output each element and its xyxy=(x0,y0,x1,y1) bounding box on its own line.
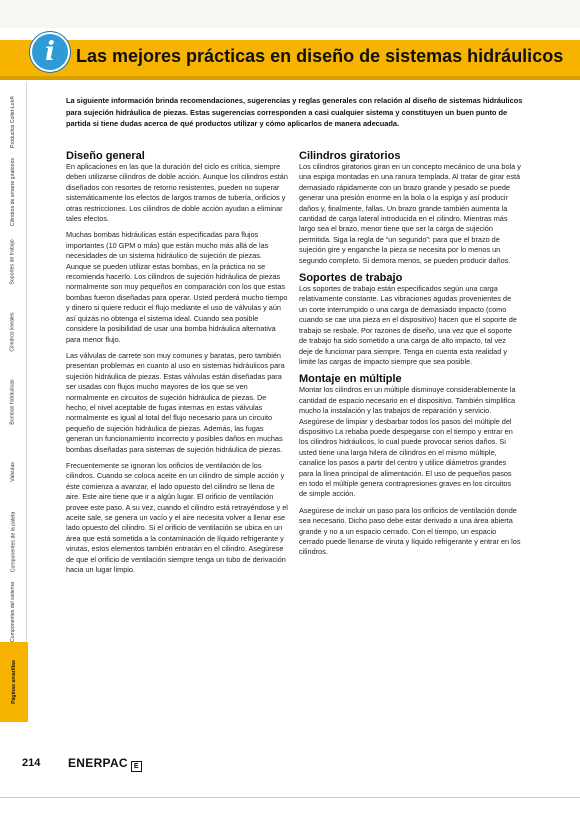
tab-label: Componentes de la paleta xyxy=(10,511,17,573)
section-heading-diseno-general: Diseño general xyxy=(66,150,145,162)
right-column xyxy=(299,150,521,564)
paragraph: Muchas bombas hidráulicas están especificadas para flujos importantes (10 GPM o más) que están mucho más allá de las necesidades de un sistema hidráulico de sujeción de piezas. Aunque se pueden utilizar estas bombas, en la práctica no se recomienda hacerlo. Los cilindros de sujeción hidráulica de piezas normalmente son muy pequeños en comparación con los que estas bombas fueron diseñadas para operar. Usted perderá mucho tiempo y dinero si quiere reducir el flujo mediante el uso de válvulas y aún así quizás no obtenga el sistema ideal. Cuando sea posible considere la posibilidad de usar una bomba hidráulica alternativa para menor flujo. xyxy=(66,230,288,344)
section-heading-montaje-en-multiple: Montaje en múltiple xyxy=(299,373,402,386)
footer-divider xyxy=(0,797,580,798)
brand-logo xyxy=(68,756,142,772)
tab-label: Cilindros lineales xyxy=(10,312,16,352)
tab-label: Válvulas xyxy=(9,462,16,482)
tab-bombas-hidraulicas[interactable] xyxy=(0,362,27,442)
tab-label: Cilindros de amarre giratorios xyxy=(10,157,17,227)
paragraph: Montar los cilindros en un múltiple disminuye considerablemente la cantidad de espacio necesario en el dispositivo. También simplifica mucho la instalación y las trabajos de reparación y servicio. Asegúrese de limpiar y desbarbar todos los pasos del múltiple del dispositivo La rebaba puede despegarse con el tiempo y entrar en los cilindros hidráulicos, lo cual puede provocar serios daños. Si usted tiene una larga hilera de cilindros en el mismo múltiple, canalice los pasos a partir del centro y utilice diámetros grandes para la línea principal de alimentación. El uso de pequeños pasos en todo el múltiple genera contrapresiones graves en los circuitos de simple acción. xyxy=(299,385,516,499)
paragraph: Los soportes de trabajo están especificados según una carga relativamente constante. Las vibraciones agudas provenientes de un corte interrumpido o una carga de demasiado impacto (como cuando se cae una pieza en el dispositivo) hacen que el soporte de trabajo se resbale. Por razones de diseño, una vez que el soporte de trabajo ha sido sometido a una carga de alto impacto, tal vez deje de funcionar para siempre. Tenga en cuenta esta realidad y limite las cargas de impacto siempre que sea posible. xyxy=(299,284,517,366)
tab-label: Productos Collet-Lok® xyxy=(10,96,17,148)
paragraph: Frecuentemente se ignoran los orificios de ventilación de los cilindros. Cuando se coloca aceite en un cilindro de simple acción y éste comienza a avanzar, el lado opuesto del cilindro se llena de aire. Este aire tiene que ir a algún lugar. El orificio de ventilación provee este paso. A su vez, cuando el cilindro está retrayéndose y el aceite sale, se genera un vacío y el aire necesita volver a llenar ese lado opuesto del cilindro. Si el orificio de ventilación se ubica en un área que está sometida a la contaminación de líquido refrigerante y virutas, estos elementos también entrarán en el cilindro. Asegúrese de que el orificio de ventilación siempre tenga un tubo de derivación hacia un lugar limpio. xyxy=(66,460,288,575)
section-sidebar xyxy=(0,82,34,702)
tab-soportes-de-trabajo[interactable] xyxy=(0,222,27,302)
section-heading-cilindros-giratorios: Cilindros giratorios xyxy=(299,150,401,162)
tab-label: Soportes de trabajo xyxy=(10,239,16,285)
tab-paginas-amarillas[interactable] xyxy=(0,642,28,722)
tab-productos-collet-lok[interactable] xyxy=(0,82,27,162)
tab-label: Componentes del sistema xyxy=(10,582,17,642)
brand-mark-icon: E xyxy=(131,761,142,772)
brand-name: ENERPAC xyxy=(68,756,128,770)
tab-cilindros-amarre-giratorios[interactable] xyxy=(0,152,27,232)
intro-paragraph: La siguiente información brinda recomendaciones, sugerencias y reglas generales con relación al diseño de sistemas hidráulicos para sujeción hidráulica de piezas. Estas sugerencias corresponden a casi cualquier sistema y constituyen un buen punto de partida si tiene dudas acerca de qué productos utilizar y cómo aplicarlos de manera adecuada. xyxy=(66,96,523,129)
tab-componentes-de-la-paleta[interactable] xyxy=(0,502,27,582)
page-number: 214 xyxy=(22,757,41,769)
paragraph: Las válvulas de carrete son muy comunes y baratas, pero también presentan problemas en cuanto al uso en sistemas hidráulicos para sujeción hidráulica de piezas. Estas válvulas están diseñadas para ser usadas con flujos mucho mayores de los que se ven normalmente en circuitos de sujeción hidráulica de piezas. De hecho, el nivel aceptable de fugas internas en estas válvulas normalmente es igual al total del flujo necesario para un circuito pequeño de sujeción hidráulica de piezas. Además, las fugas generan un funcionamiento incorrecto y posibles daños en muchas bombas diseñadas para sistemas de sujeción hidráulica de piezas. xyxy=(66,350,285,454)
info-icon: i xyxy=(30,32,70,72)
paragraph: En aplicaciones en las que la duración del ciclo es crítica, siempre deben utilizarse cilindros de doble acción. Aunque los cilindros están diseñados con resortes de retorno resistentes, pueden no superar sistemáticamente los efectos de largos tramos de tubería, orificios y otras restricciones. Los cilindros de doble acción ayudan a eliminar tales efectos. xyxy=(66,162,288,224)
section-heading-soportes-de-trabajo: Soportes de trabajo xyxy=(299,272,403,285)
top-margin-band xyxy=(0,0,580,28)
paragraph: Asegúrese de incluir un paso para los orificios de ventilación donde sea necesario. Dicho paso debe estar derivado a una área abierta grande y no a un espacio cerrado. Con el tiempo, un espacio cerrado puede llenarse de viruta y líquido refrigerante y entrar en los cilindros. xyxy=(299,505,521,557)
page-title: Las mejores prácticas en diseño de sistemas hidráulicos xyxy=(76,46,564,66)
tab-label: Páginas amarillas xyxy=(11,660,17,704)
left-column xyxy=(66,150,288,581)
title-bar-shadow xyxy=(0,76,580,80)
paragraph: Los cilindros giratorios giran en un concepto mecánico de una bola y una espiga montadas en una ranura templada. Al tratar de girar está demasiado rápidamente con un brazo grande y pesado se puede generar una presión enorme en la bola o la espiga y así producir daños y, finalmente, fallas. Un brazo grande también aumenta la cantidad de carga lateral introducida en el cilindro. Mientras más largo sea el brazo, menor tiene que ser la carga de sujeción permitida. Siga la regla de “un segundo”: para que el brazo de sujeción gire y enganche la pieza se necesita por lo menos un segundo completo. Si demora menos, se pueden producir daños. xyxy=(299,162,521,265)
tab-componentes-del-sistema[interactable] xyxy=(0,572,27,652)
tab-label: Bombas hidráulicas xyxy=(10,379,16,425)
tab-valvulas[interactable] xyxy=(0,432,27,512)
tab-cilindros-lineales[interactable] xyxy=(0,292,27,372)
